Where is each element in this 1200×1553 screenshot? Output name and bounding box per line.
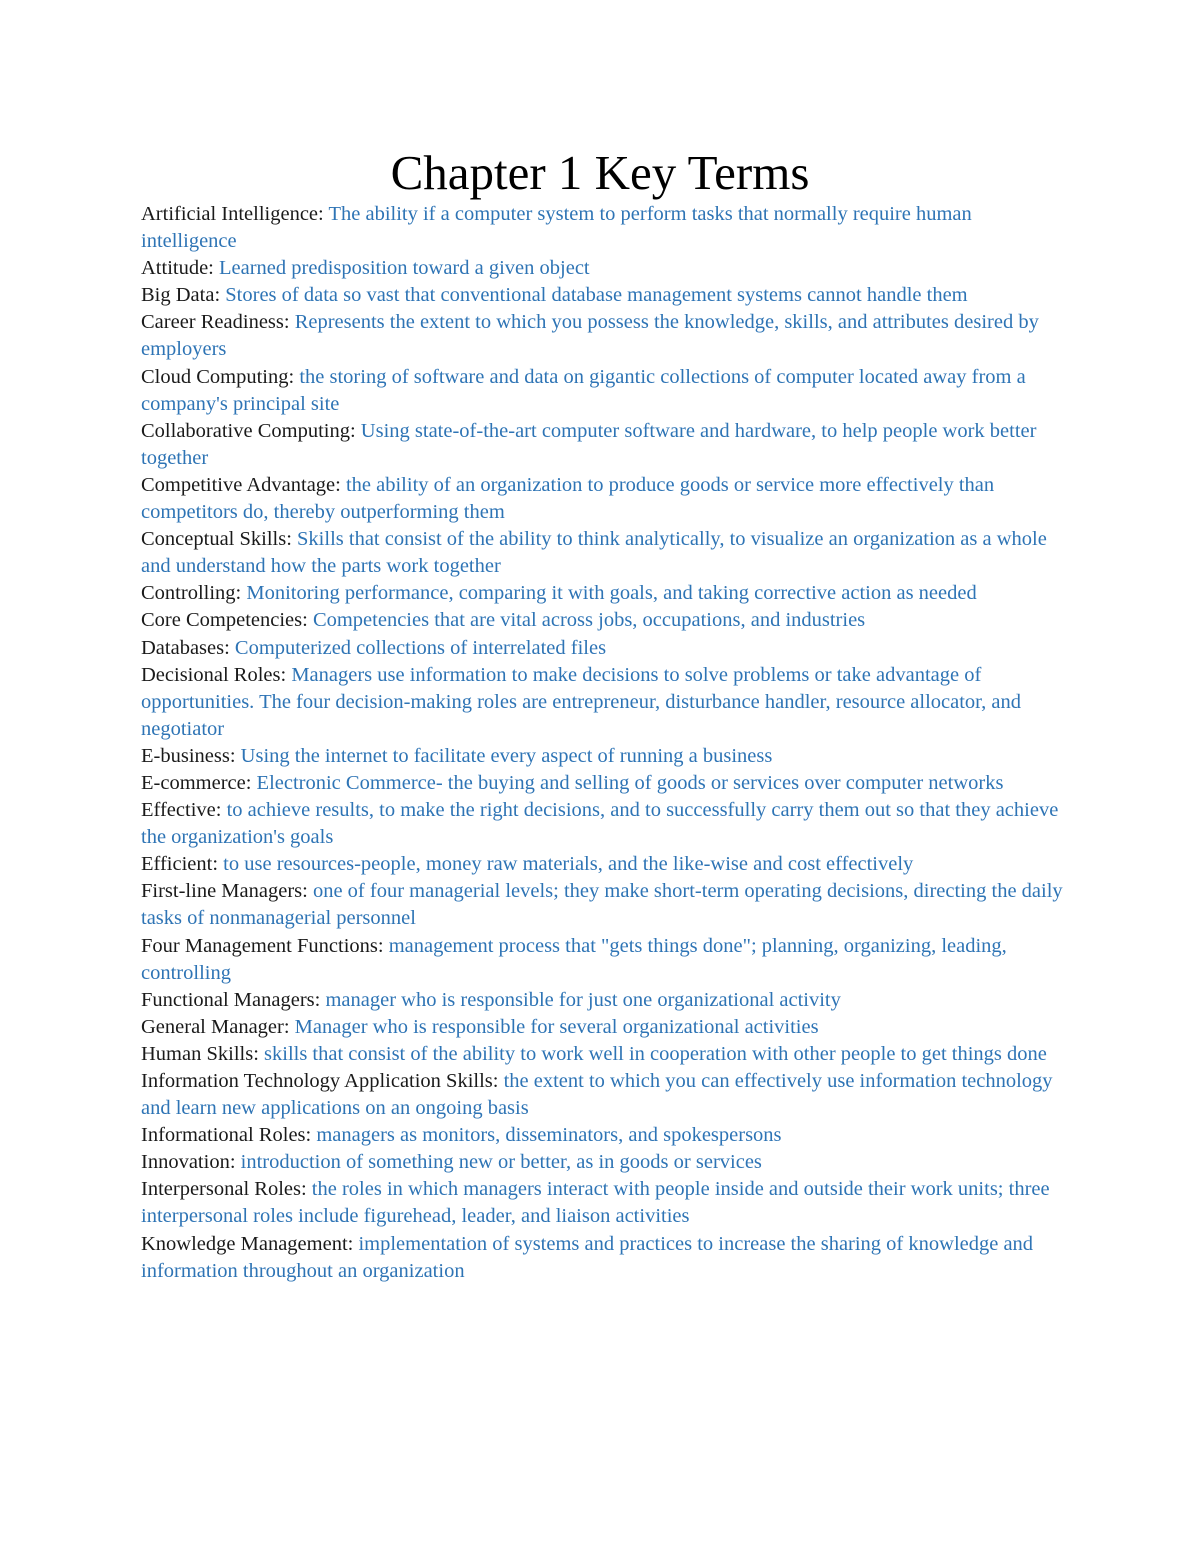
term-name: Four Management Functions: bbox=[141, 934, 384, 957]
term-definition: one of four managerial levels; they make short-term operating decisions, directing the daily tasks of nonmanagerial personnel bbox=[141, 880, 1063, 930]
term-entry bbox=[141, 418, 1066, 472]
term-definition: Competencies that are vital across jobs, occupations, and industries bbox=[312, 609, 866, 632]
term-entry bbox=[141, 607, 1066, 634]
term-definition: Stores of data so vast that conventional database management systems cannot handle them bbox=[225, 284, 968, 307]
term-name: Interpersonal Roles: bbox=[141, 1178, 307, 1201]
term-entry bbox=[141, 472, 1066, 526]
term-definition: the roles in which managers interact with people inside and outside their work units; three interpersonal roles include figurehead, leader, and liaison activities bbox=[141, 1178, 1050, 1228]
term-entry bbox=[141, 1041, 1066, 1068]
term-definition: Skills that consist of the ability to think analytically, to visualize an organization as a whole and understand how the parts work together bbox=[141, 528, 1047, 578]
term-definition: Electronic Commerce- the buying and selling of goods or services over computer networks bbox=[256, 771, 1004, 794]
term-entry bbox=[141, 878, 1066, 932]
term-name: Knowledge Management: bbox=[141, 1232, 354, 1255]
term-definition: to use resources-people, money raw materials, and the like-wise and cost effectively bbox=[223, 853, 914, 876]
term-entry bbox=[141, 1231, 1066, 1285]
term-entry bbox=[141, 580, 1066, 607]
term-definition: Represents the extent to which you possess the knowledge, skills, and attributes desired by employers bbox=[141, 311, 1039, 361]
term-definition: the storing of software and data on gigantic collections of computer located away from a company's principal site bbox=[141, 365, 1026, 415]
term-entry bbox=[141, 201, 1066, 255]
term-definition: Monitoring performance, comparing it with goals, and taking corrective action as needed bbox=[246, 582, 977, 605]
term-definition: Managers use information to make decisions to solve problems or take advantage of opportunities. The four decision-making roles are entrepreneur, disturbance handler, resource allocator, and negotiator bbox=[141, 663, 1022, 740]
term-definition: Using state-of-the-art computer software and hardware, to help people work better together bbox=[141, 419, 1037, 469]
term-entry bbox=[141, 255, 1066, 282]
term-definition: Learned predisposition toward a given object bbox=[219, 257, 590, 280]
term-name: E-commerce: bbox=[141, 771, 252, 794]
term-definition: manager who is responsible for just one organizational activity bbox=[325, 988, 841, 1011]
term-name: Informational Roles: bbox=[141, 1124, 312, 1147]
term-entry bbox=[141, 1149, 1066, 1176]
term-name: First-line Managers: bbox=[141, 880, 308, 903]
term-definition: the ability of an organization to produce goods or service more effectively than competitors do, thereby outperforming them bbox=[141, 473, 995, 524]
term-definition: Manager who is responsible for several organizational activities bbox=[294, 1015, 819, 1038]
term-entry bbox=[141, 851, 1066, 878]
term-name: Decisional Roles: bbox=[141, 663, 287, 686]
term-definition: the extent to which you can effectively use information technology and learn new applications on an ongoing basis bbox=[141, 1070, 1053, 1120]
term-name: Career Readiness: bbox=[141, 311, 290, 334]
term-definition: The ability if a computer system to perform tasks that normally require human intelligence bbox=[141, 203, 972, 253]
term-name: Innovation: bbox=[141, 1151, 236, 1174]
term-name: Effective: bbox=[141, 799, 222, 822]
term-definition: introduction of something new or better, as in goods or services bbox=[240, 1151, 762, 1174]
term-definition: to achieve results, to make the right decisions, and to successfully carry them out so that they achieve the organization's goals bbox=[141, 799, 1059, 849]
term-entry bbox=[141, 933, 1066, 987]
term-entry bbox=[141, 1122, 1066, 1149]
term-definition: managers as monitors, disseminators, and spokespersons bbox=[316, 1124, 782, 1147]
term-name: Core Competencies: bbox=[141, 609, 308, 632]
term-entry bbox=[141, 662, 1066, 743]
key-terms-list bbox=[141, 201, 1066, 1285]
term-entry bbox=[141, 1068, 1066, 1122]
term-entry bbox=[141, 309, 1066, 363]
term-name: E-business: bbox=[141, 744, 236, 767]
term-name: Conceptual Skills: bbox=[141, 528, 292, 551]
term-definition: management process that "gets things done"; planning, organizing, leading, controlling bbox=[141, 934, 1007, 984]
term-name: General Manager: bbox=[141, 1015, 290, 1038]
term-entry bbox=[141, 1176, 1066, 1230]
term-name: Human Skills: bbox=[141, 1042, 259, 1065]
term-entry bbox=[141, 282, 1066, 309]
term-name: Databases: bbox=[141, 636, 230, 659]
term-definition: Computerized collections of interrelated files bbox=[234, 636, 607, 659]
page-title: Chapter 1 Key Terms bbox=[390, 145, 810, 200]
term-entry bbox=[141, 743, 1066, 770]
term-entry bbox=[141, 797, 1066, 851]
term-entry bbox=[141, 635, 1066, 662]
term-name: Controlling: bbox=[141, 582, 242, 605]
term-name: Artificial Intelligence: bbox=[141, 203, 324, 225]
term-entry bbox=[141, 987, 1066, 1014]
term-name: Competitive Advantage: bbox=[141, 473, 341, 496]
term-name: Functional Managers: bbox=[141, 988, 321, 1011]
term-definition: implementation of systems and practices to increase the sharing of knowledge and information throughout an organization bbox=[141, 1232, 1034, 1282]
term-definition: skills that consist of the ability to work well in cooperation with other people to get things done bbox=[264, 1042, 1047, 1065]
term-entry bbox=[141, 526, 1066, 580]
term-name: Big Data: bbox=[141, 284, 221, 307]
term-entry bbox=[141, 770, 1066, 797]
term-name: Efficient: bbox=[141, 853, 219, 876]
term-name: Collaborative Computing: bbox=[141, 419, 356, 442]
term-name: Attitude: bbox=[141, 257, 214, 280]
term-name: Cloud Computing: bbox=[141, 365, 295, 388]
term-definition: Using the internet to facilitate every aspect of running a business bbox=[240, 744, 773, 767]
term-entry bbox=[141, 364, 1066, 418]
term-name: Information Technology Application Skills: bbox=[141, 1070, 499, 1092]
term-entry bbox=[141, 1014, 1066, 1041]
